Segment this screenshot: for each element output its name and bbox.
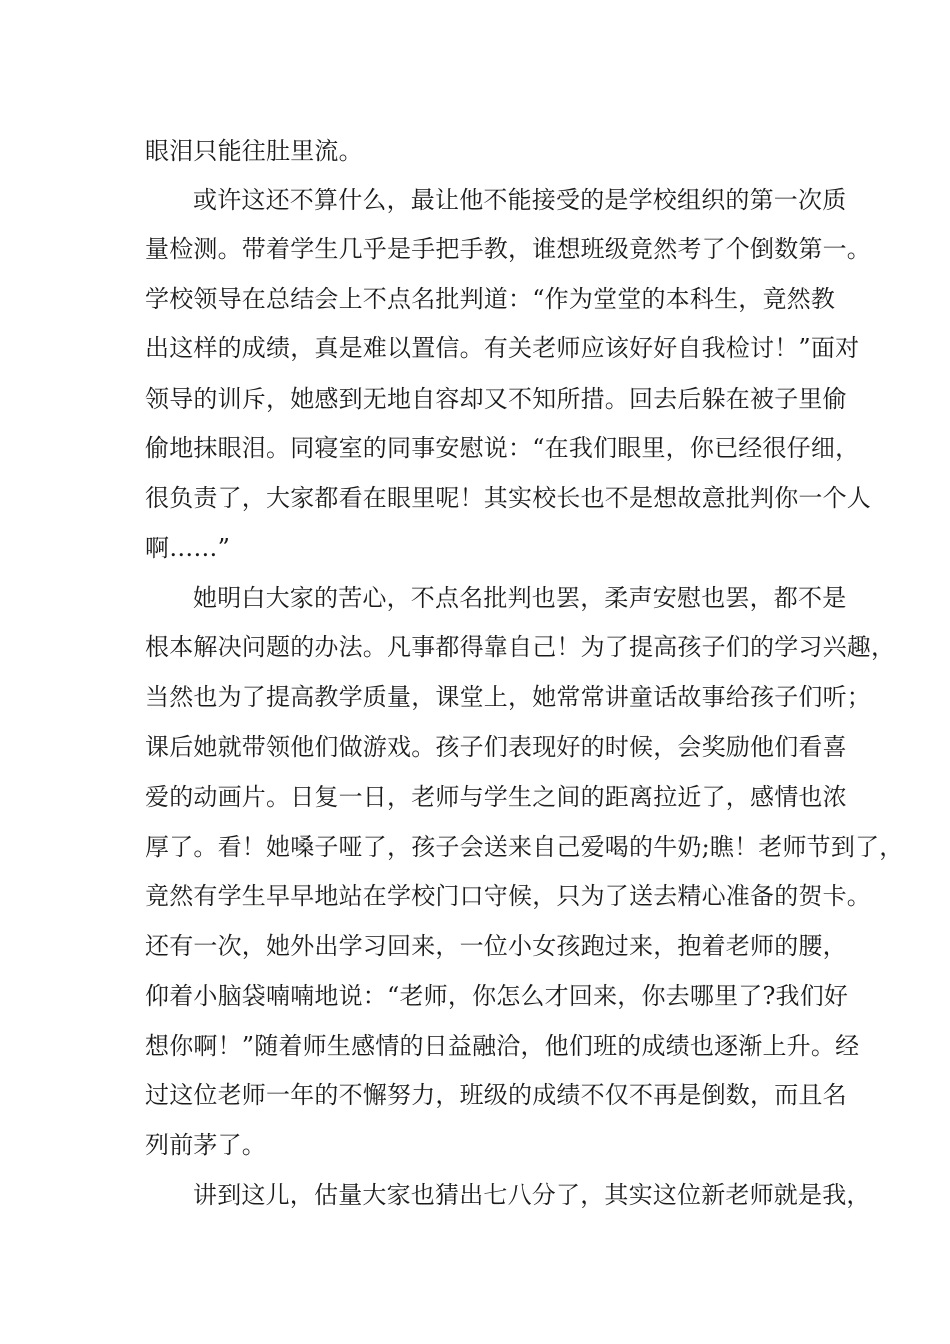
text-line: 竟然有学生早早地站在学校门口守候，只为了送去精心准备的贺卡。: [145, 882, 871, 910]
paragraph-first-line: 她明白大家的苦心，不点名批判也罢，柔声安慰也罢，都不是: [193, 584, 847, 612]
text-line: 眼泪只能往肚里流。: [145, 137, 363, 165]
text-line: 仰着小脑袋喃喃地说：“老师，你怎么才回来，你去哪里了?我们好: [145, 982, 849, 1010]
text-line: 当然也为了提高教学质量，课堂上，她常常讲童话故事给孩子们听；: [145, 683, 871, 711]
text-line: 过这位老师一年的不懈努力，班级的成绩不仅不再是倒数，而且名: [145, 1081, 847, 1109]
paragraph-first-line: 或许这还不算什么，最让他不能接受的是学校组织的第一次质: [193, 186, 847, 214]
text-line: 偷地抹眼泪。同寝室的同事安慰说：“在我们眼里，你已经很仔细，: [145, 434, 860, 462]
text-line: 很负责了，大家都看在眼里呢！其实校长也不是想故意批判你一个人: [145, 484, 871, 512]
text-line: 想你啊！”随着师生感情的日益融洽，他们班的成绩也逐渐上升。经: [145, 1032, 860, 1060]
text-line: 厚了。看！她嗓子哑了，孩子会送来自己爱喝的牛奶;瞧！老师节到了，: [145, 833, 904, 861]
text-line: 量检测。带着学生几乎是手把手教，谁想班级竟然考了个倒数第一。: [145, 235, 871, 263]
text-line: 课后她就带领他们做游戏。孩子们表现好的时候，会奖励他们看喜: [145, 733, 847, 761]
text-line: 啊……”: [145, 534, 231, 562]
text-line: 爱的动画片。日复一日，老师与学生之间的距离拉近了，感情也浓: [145, 783, 847, 811]
text-line: 出这样的成绩，真是难以置信。有关老师应该好好自我检讨！”面对: [145, 334, 860, 362]
text-line: 领导的训斥，她感到无地自容却又不知所措。回去后躲在被子里偷: [145, 385, 847, 413]
text-line: 学校领导在总结会上不点名批判道：“作为堂堂的本科生，竟然教: [145, 285, 836, 313]
text-line: 根本解决问题的办法。凡事都得靠自己！为了提高孩子们的学习兴趣，: [145, 633, 896, 661]
text-line: 还有一次，她外出学习回来，一位小女孩跑过来，抱着老师的腰，: [145, 932, 847, 960]
text-line: 列前茅了。: [145, 1131, 266, 1159]
paragraph-first-line: 讲到这儿，估量大家也猜出七八分了，其实这位新老师就是我，: [193, 1181, 871, 1209]
